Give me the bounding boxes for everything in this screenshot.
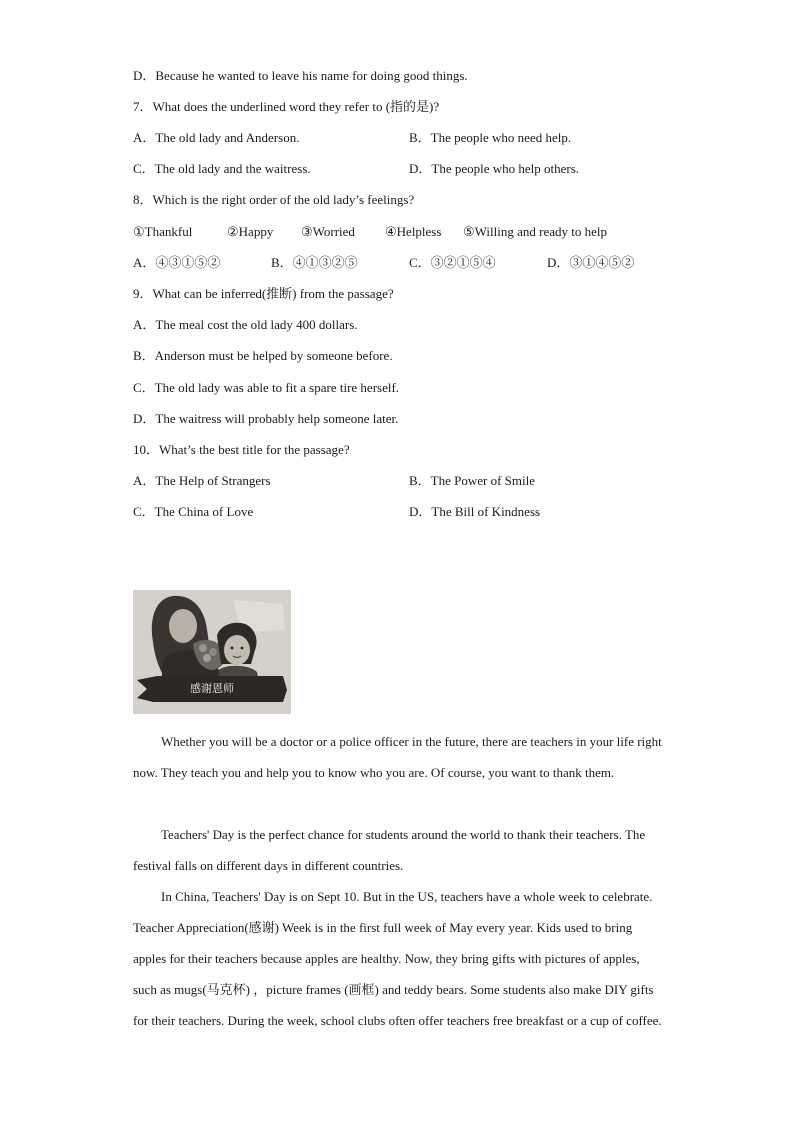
q8-option-a: A．④③①⑤② — [133, 255, 221, 270]
passage-paragraph-3: In China, Teachers' Day is on Sept 10. But in the US, teachers have a whole week to celebrate. Teacher Appreciation(感谢) Week is in the first full week of May every year. Kids used to bring apples for their teachers because apples are healthy. Now, they bring gifts with pictures of apples, such as mugs(马克杯) ，picture frames (画框) and teddy bears. Some students also make DIY gifts for their teachers. During the week, school clubs often offer teachers free breakfast or a cup of coffee. — [133, 889, 662, 1028]
q10-option-a: A．The Help of Strangers — [133, 473, 271, 488]
q8-stem: 8．Which is the right order of the old lady’s feelings? — [133, 192, 415, 207]
q9-option-b: B．Anderson must be helped by someone before. — [133, 348, 393, 363]
q8-option-d: D．③①④⑤② — [547, 255, 635, 270]
q7-option-c: C．The old lady and the waitress. — [133, 161, 311, 176]
q9-stem: 9．What can be inferred(推断) from the passage? — [133, 286, 394, 301]
passage-paragraph-1: Whether you will be a doctor or a police officer in the future, there are teachers in your life right now. They teach you and help you to know who you are. Of course, you want to thank them. — [133, 734, 662, 780]
q7-option-d: D．The people who help others. — [409, 161, 580, 176]
q7-option-b: B．The people who need help. — [409, 130, 572, 145]
feeling-item: ③Worried — [301, 224, 355, 239]
q10-option-c: C．The China of Love — [133, 504, 254, 519]
q6-option-d: D．Because he wanted to leave his name for doing good things. — [133, 68, 468, 83]
feeling-item: ④Helpless — [385, 224, 442, 239]
q9-option-d: D．The waitress will probably help someone later. — [133, 411, 399, 426]
q7-option-a: A．The old lady and Anderson. — [133, 130, 300, 145]
feeling-item: ①Thankful — [133, 224, 193, 239]
q10-stem: 10．What’s the best title for the passage? — [133, 442, 350, 457]
q10-option-b: B．The Power of Smile — [409, 473, 536, 488]
feeling-item: ②Happy — [227, 224, 274, 239]
feeling-item: ⑤Willing and ready to help — [463, 224, 607, 239]
q8-option-c: C．③②①⑤④ — [409, 255, 496, 270]
q10-option-d: D．The Bill of Kindness — [409, 504, 541, 519]
q8-feelings-list — [133, 223, 607, 241]
photo-caption: 感谢恩师 — [190, 682, 234, 695]
q7-stem: 7．What does the underlined word they refer to (指的是)? — [133, 99, 440, 114]
q8-option-b: B．④①③②⑤ — [271, 255, 358, 270]
teacher-student-photo — [133, 590, 291, 714]
q9-option-c: C．The old lady was able to fit a spare tire herself. — [133, 380, 400, 395]
passage-paragraph-2: Teachers' Day is the perfect chance for students around the world to thank their teachers. The festival falls on different days in different countries. — [133, 827, 646, 873]
q9-option-a: A．The meal cost the old lady 400 dollars. — [133, 317, 358, 332]
